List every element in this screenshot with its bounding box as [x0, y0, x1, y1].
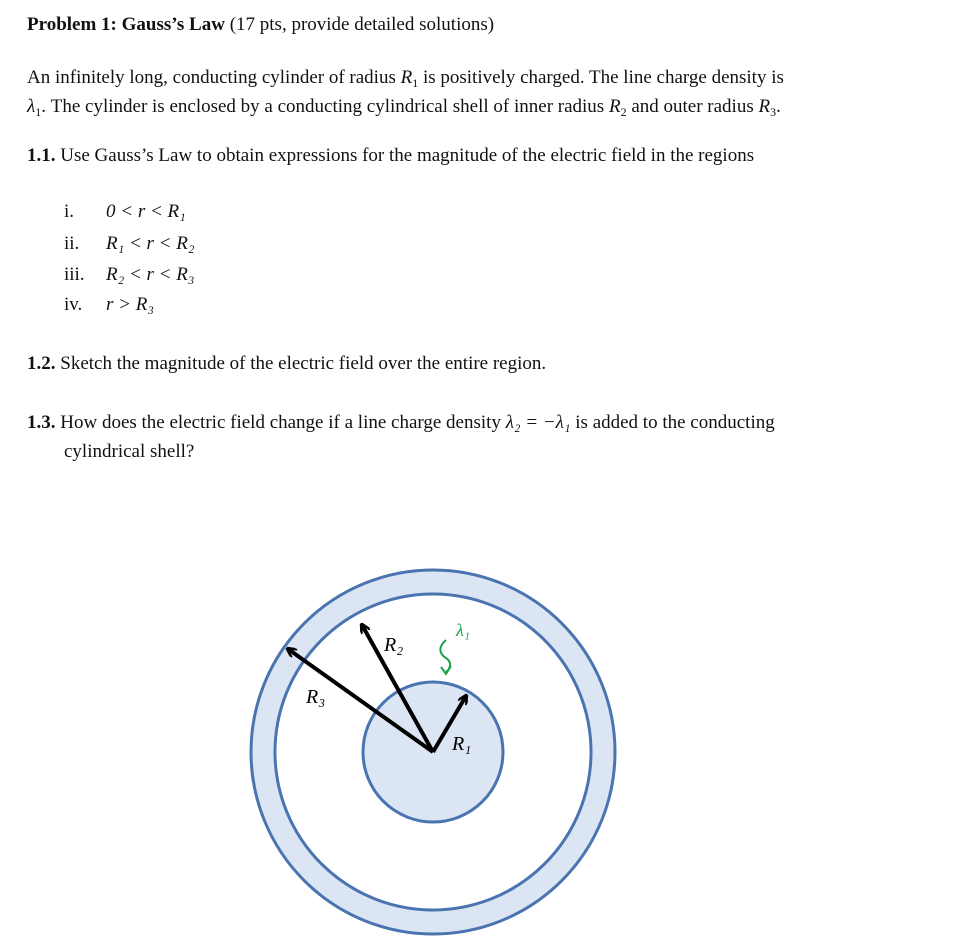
intro-line-2: $\lambda_1$. The cylinder is enclosed by a conducting cylindrical shell of inner radius $R_2$ and outer radius $R_3$. [27, 96, 781, 119]
question-1-2-number: 1.2. [27, 353, 56, 374]
problem-points: (17 pts, provide detailed solutions) [229, 14, 495, 35]
region-roman: iv. [64, 294, 83, 315]
question-1-2-text: Sketch the magnitude of the electric field over the entire region. [60, 353, 547, 374]
region-expr: r > R₃ [106, 294, 154, 315]
intro-text-2a: The cylinder is enclosed by a conducting cylindrical shell of inner radius [50, 96, 605, 117]
question-1-1-text: Use Gauss’s Law to obtain expressions for the magnitude of the electric field in the regions [60, 145, 755, 166]
lambda-annotation-arrowhead [441, 666, 451, 674]
question-1-3-text-a: How does the electric field change if a line charge density [60, 412, 501, 433]
region-roman: iii. [64, 264, 85, 285]
question-1-3-text-b: is added to the conducting [575, 412, 775, 433]
label-r2: R₂ [384, 634, 404, 656]
symbol-lambda1: $\lambda_1$ [27, 96, 42, 119]
label-lambda1: λ₁ [456, 620, 471, 640]
question-1-3-text-c: cylindrical shell? [64, 441, 195, 462]
symbol-r2: $R_2$ [608, 96, 627, 119]
question-1-3-number: 1.3. [27, 412, 56, 433]
intro-text-2b: and outer radius [631, 96, 754, 117]
intro-text-1b: is positively charged. The line charge density is [422, 67, 784, 88]
symbol-r3: $R_3$ [758, 96, 777, 119]
problem-title: Problem 1: Gauss’s Law [27, 14, 225, 35]
intro-text-1a: An infinitely long, conducting cylinder of radius [27, 67, 396, 88]
symbol-r1: $R_1$ [400, 67, 419, 90]
label-r1: R₁ [452, 733, 472, 755]
label-r3: R₃ [306, 686, 326, 708]
question-1-3-expr: λ₂ = −λ₁ [505, 412, 571, 433]
region-roman: i. [64, 201, 75, 222]
question-1-1-number: 1.1. [27, 145, 56, 166]
region-expr: R₁ < r < R₂ [106, 233, 195, 254]
region-expr: 0 < r < R₁ [106, 201, 186, 222]
region-expr: R₂ < r < R₃ [106, 264, 195, 285]
region-roman: ii. [64, 233, 80, 254]
